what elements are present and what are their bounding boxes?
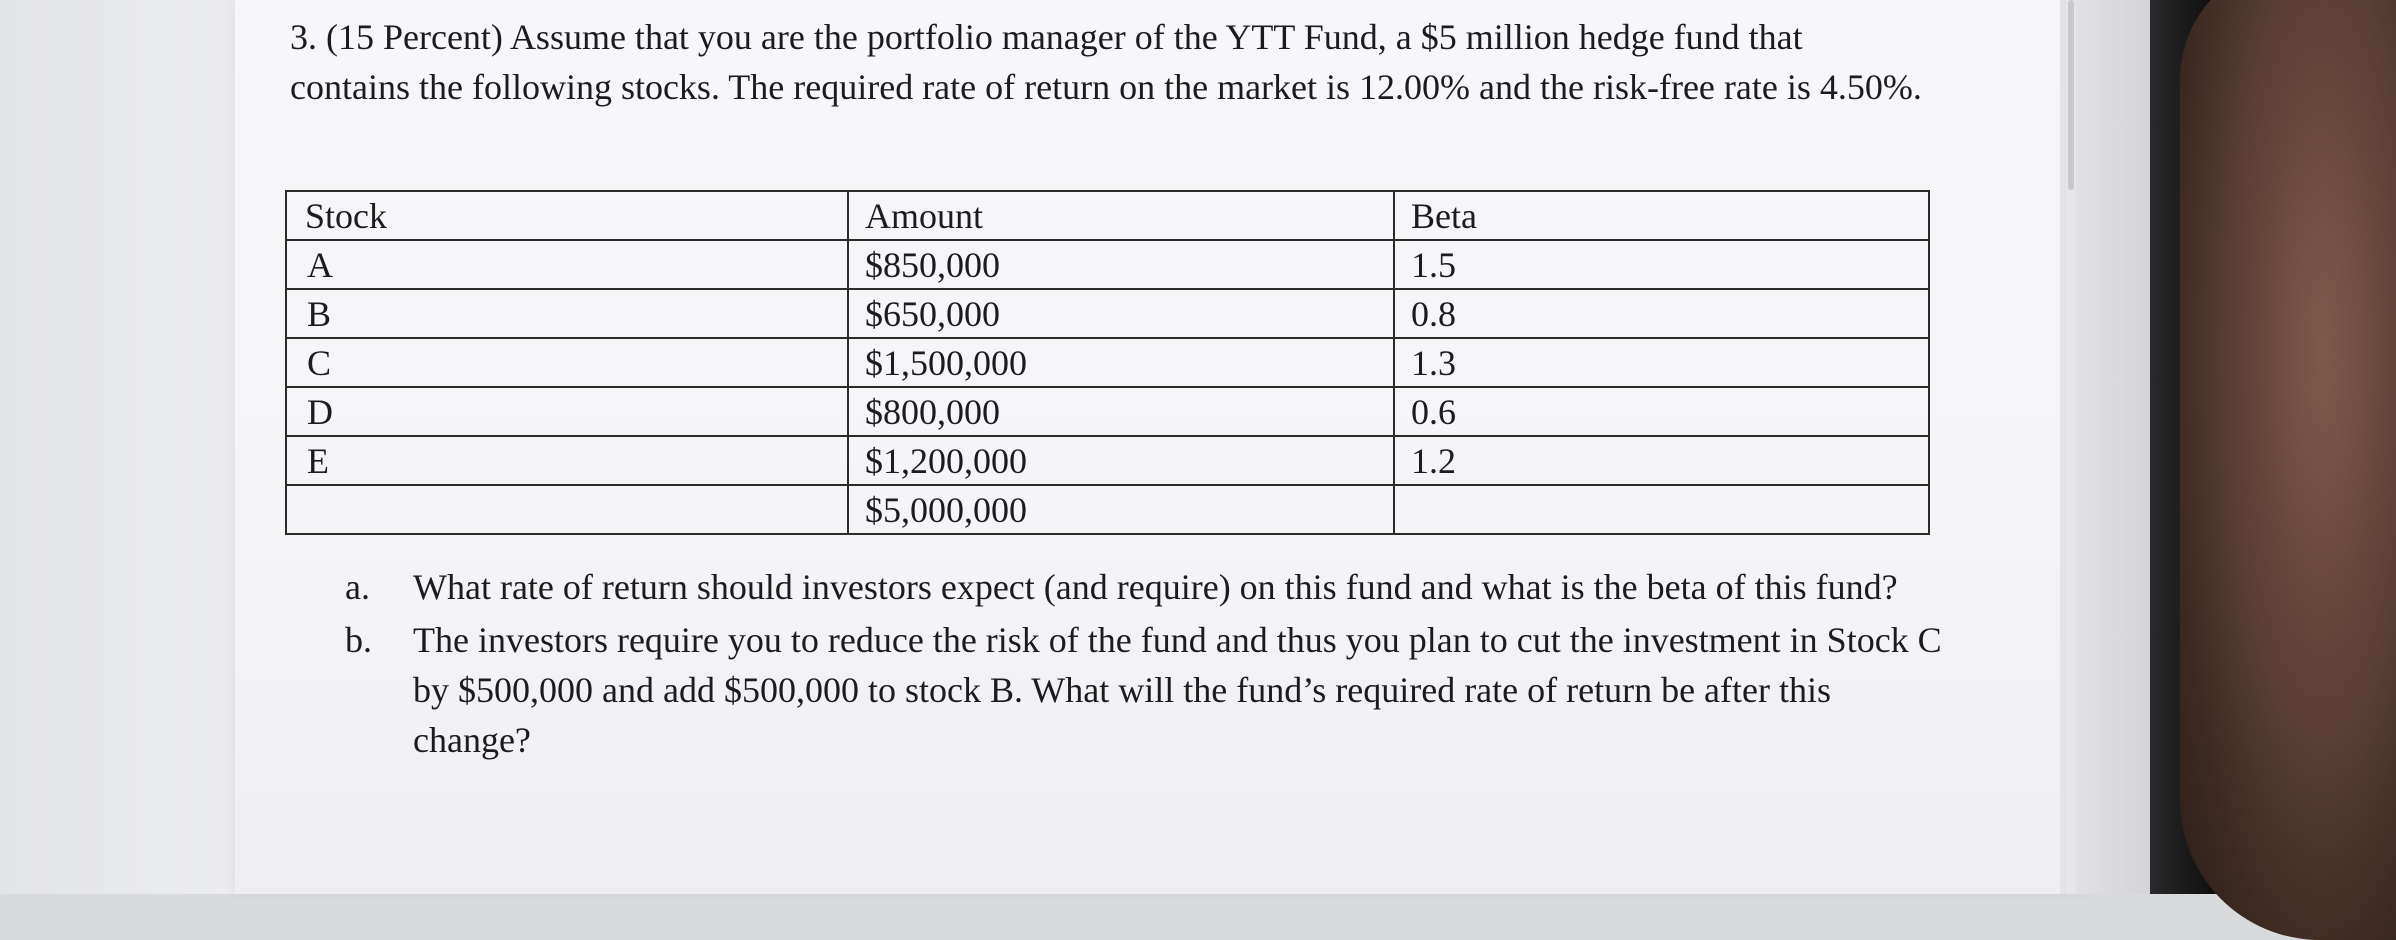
cell-stock: E (286, 436, 848, 485)
total-stock-cell (286, 485, 848, 534)
cell-beta: 1.3 (1394, 338, 1929, 387)
question-text: The investors require you to reduce the risk of the fund and thus you plan to cut the investment in Stock C by $500,000 and add $500,000 to stock B. What will the fund’s required rate of return be after this change? (413, 620, 1942, 760)
table-total-row (286, 485, 1929, 534)
question-list (345, 562, 1955, 768)
cell-amount: $800,000 (848, 387, 1394, 436)
question-text: What rate of return should investors expect (and require) on this fund and what is the beta of this fund? (413, 567, 1898, 607)
table-row (286, 387, 1929, 436)
cell-beta: 0.8 (1394, 289, 1929, 338)
problem-statement: 3. (15 Percent) Assume that you are the portfolio manager of the YTT Fund, a $5 million hedge fund that contains the following stocks. The required rate of return on the market is 12.00% and the risk-free rate is 4.50%. (290, 17, 1922, 107)
question-a (345, 562, 1955, 612)
cell-amount: $1,200,000 (848, 436, 1394, 485)
header-beta: Beta (1394, 191, 1929, 240)
table-row (286, 289, 1929, 338)
header-amount: Amount (848, 191, 1394, 240)
question-letter: a. (345, 567, 370, 607)
question-letter: b. (345, 620, 372, 660)
total-amount-cell: $5,000,000 (848, 485, 1394, 534)
cell-amount: $850,000 (848, 240, 1394, 289)
table-header-row (286, 191, 1929, 240)
cell-amount: $650,000 (848, 289, 1394, 338)
cell-amount: $1,500,000 (848, 338, 1394, 387)
scrollbar-thumb[interactable] (2068, 0, 2074, 190)
table-row (286, 240, 1929, 289)
table-row (286, 436, 1929, 485)
cell-stock: A (286, 240, 848, 289)
question-b (345, 615, 1955, 765)
table-row (286, 338, 1929, 387)
total-beta-cell (1394, 485, 1929, 534)
header-stock: Stock (286, 191, 848, 240)
cell-stock: D (286, 387, 848, 436)
cell-beta: 0.6 (1394, 387, 1929, 436)
stocks-table (285, 190, 1930, 535)
background-left (0, 0, 240, 894)
cell-stock: C (286, 338, 848, 387)
cell-stock: B (286, 289, 848, 338)
hand-in-photo (2180, 0, 2396, 940)
cell-beta: 1.2 (1394, 436, 1929, 485)
cell-beta: 1.5 (1394, 240, 1929, 289)
